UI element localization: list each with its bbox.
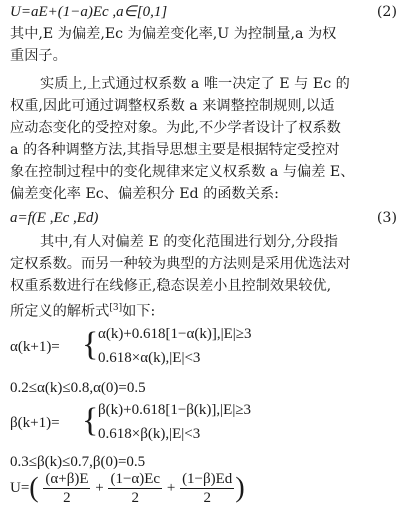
text-line-1: 其中,E 为偏差,Ec 为偏差变化率,U 为控制量,a 为权 — [10, 26, 337, 42]
alpha-constraint: 0.2≤α(k)≤0.8,α(0)=0.5 — [10, 380, 146, 396]
equation-2: U=aE+(1−a)Ec ,a∈[0,1] — [10, 4, 168, 20]
beta-case-1: β(k)+0.618[1−β(k)],|E|≥3 — [98, 402, 252, 418]
text-line-12: 所定义的解析式[3]如下: — [10, 303, 156, 320]
text-line-2: 重因子。 — [10, 48, 67, 64]
text-line-5: 应动态变化的受控对象。为此,不少学者设计了权系数 — [10, 120, 341, 136]
beta-constraint: 0.3≤β(k)≤0.7,β(0)=0.5 — [10, 454, 146, 470]
alpha-lhs: α(k+1)= — [10, 339, 60, 355]
text-line-4: 权重,因此可通过调整权系数 a 来调整控制规则,以适 — [10, 98, 335, 114]
citation-ref: [3] — [109, 303, 123, 313]
text-line-7: 象在控制过程中的变化规律来定义权系数 a 与偏差 E、 — [10, 164, 355, 180]
fraction-1: $\frac{(\alpha+\beta)E}{2}$ — [45, 471, 89, 506]
equation-2-number: (2) — [376, 4, 397, 20]
beta-case-2: 0.618×β(k),|E|<3 — [98, 426, 201, 442]
equation-3: a=f(E ,Ec ,Ed) — [10, 210, 99, 226]
alpha-case-2: 0.618×α(k),|E|<3 — [98, 350, 201, 366]
text-line-3: 实质上,上式通过权系数 a 唯一决定了 E 与 Ec 的 — [40, 76, 350, 92]
beta-update-equation — [10, 402, 310, 452]
u-control-formula: U=( $\frac{(\alpha+\beta)E}{2}$ + $\frac{(1-\alpha)Ec}{2}$ + $\frac{(1-\beta)Ed}{2}$ ) — [10, 471, 245, 506]
beta-lhs: β(k+1)= — [10, 415, 60, 431]
fraction-3: $\frac{(1-\beta)Ed}{2}$ — [182, 471, 233, 506]
text-line-11: 权重系数进行在线修正,稳态误差小且控制效果较优, — [10, 278, 332, 294]
equation-3-number: (3) — [376, 210, 397, 226]
alpha-brace: { — [82, 326, 99, 363]
fraction-2: $\frac{(1-\alpha)Ec}{2}$ — [110, 471, 161, 506]
text-line-9: 其中,有人对偏差 E 的变化范围进行划分,分段指 — [40, 234, 338, 250]
text-line-10: 定权系数。而另一种较为典型的方法则是采用优选法对 — [10, 256, 351, 272]
text-line-6: a 的各种调整方法,其指导思想主要是根据特定受控对 — [10, 142, 340, 158]
text-line-8: 偏差变化率 Ec、偏差积分 Ed 的函数关系: — [10, 186, 279, 202]
alpha-case-1: α(k)+0.618[1−α(k)],|E|≥3 — [98, 326, 252, 342]
u-lhs: U= — [10, 479, 30, 496]
beta-brace: { — [82, 402, 99, 439]
alpha-update-equation — [10, 326, 310, 376]
